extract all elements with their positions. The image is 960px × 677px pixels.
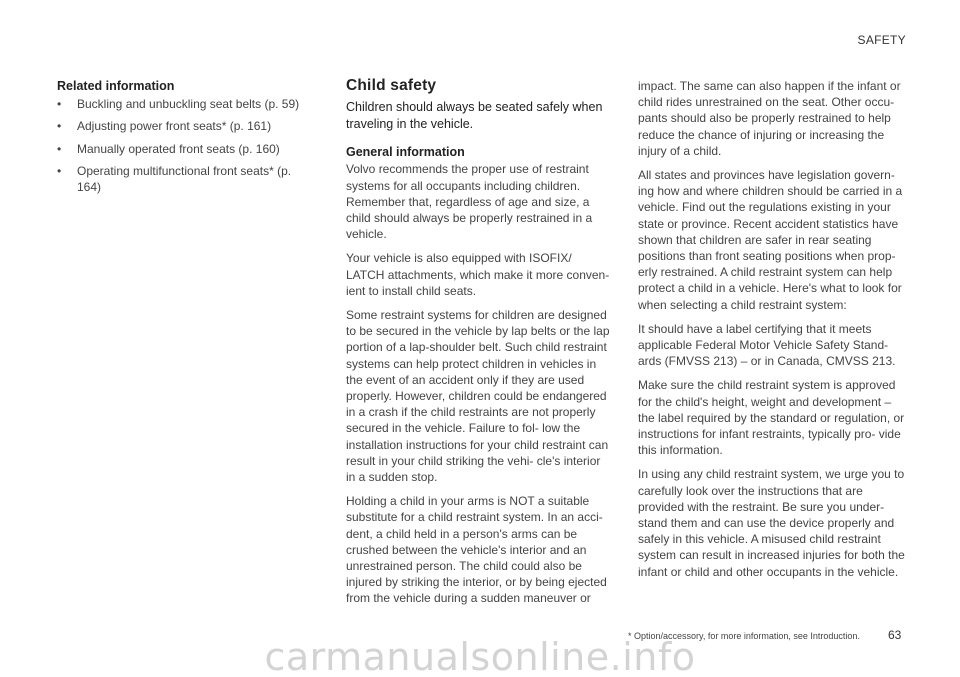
body-paragraph: Make sure the child restraint system is approved for the child's height, weight and development – the label required by the standard or regulation, or instructions for infant restraints, typically pro- vide this information. bbox=[638, 378, 905, 458]
related-link-item[interactable] bbox=[57, 118, 307, 134]
watermark: carmanualsonline.info bbox=[264, 637, 696, 677]
subheading-general-information: General information bbox=[346, 145, 465, 160]
related-information-title: Related information bbox=[57, 79, 175, 93]
bullet-icon: • bbox=[57, 97, 62, 112]
body-paragraph: All states and provinces have legislation govern- ing how and where children should be carried in a vehicle. Find out the regulations existing in your state or province. Recent accident statistics have shown that children are safer in rear seating positions than front seating positions when prop- erly restrained. A child restraint system can help protect a child in a vehicle. Here's what to look for when selecting a child restraint system: bbox=[638, 168, 903, 312]
body-paragraph: Your vehicle is also equipped with ISOFIX/ LATCH attachments, which make it more conven- ient to install child seats. bbox=[346, 251, 610, 298]
lead-paragraph: Children should always be seated safely when traveling in the vehicle. bbox=[346, 100, 603, 131]
related-link-text[interactable]: Operating multifunctional front seats* (p. 164) bbox=[77, 163, 292, 195]
related-link-item[interactable] bbox=[57, 163, 307, 195]
related-link-text[interactable]: Buckling and unbuckling seat belts (p. 59) bbox=[77, 97, 300, 112]
continued-column bbox=[638, 78, 906, 588]
body-paragraph: impact. The same can also happen if the infant or child rides unrestrained on the seat. Other occu- pants should also be properly restrained to help reduce the chance of injuring or increasing the injury of a child. bbox=[638, 79, 901, 158]
section-title: Child safety bbox=[346, 77, 437, 94]
bullet-icon: • bbox=[57, 163, 62, 178]
page-number: 63 bbox=[888, 628, 902, 642]
related-link-item[interactable] bbox=[57, 96, 307, 112]
body-paragraph: Holding a child in your arms is NOT a suitable substitute for a child restraint system. In an acci- dent, a child held in a person's arms can be crushed between the vehicle's interior and an unrestrained person. The child could also be injured by striking the interior, or by being ejected from the vehicle during a sudden maneuver or bbox=[346, 494, 607, 606]
section-header: SAFETY bbox=[857, 33, 906, 47]
related-links-list bbox=[57, 96, 307, 195]
related-link-text[interactable]: Adjusting power front seats* (p. 161) bbox=[77, 119, 272, 134]
bullet-icon: • bbox=[57, 119, 62, 134]
body-paragraph: It should have a label certifying that it meets applicable Federal Motor Vehicle Safety Stand- ards (FMVSS 213) – or in Canada, CMVSS 213. bbox=[638, 321, 896, 369]
body-paragraph: In using any child restraint system, we urge you to carefully look over the instructions that are provided with the restraint. Be sure you under- stand them and can use the device properly and safely in this vehicle. A misused child restraint system can result in increased injuries for both the infant or child and other occupants in the vehicle. bbox=[638, 467, 905, 579]
related-information-column bbox=[57, 78, 307, 201]
bullet-icon: • bbox=[57, 141, 62, 156]
footnote: * Option/accessory, for more information, see Introduction. bbox=[628, 631, 860, 641]
body-paragraph: Some restraint systems for children are designed to be secured in the vehicle by lap belts or the lap portion of a lap-shoulder belt. Such child restraint systems can help protect children in vehicles in the event of an accident only if they are used properly. However, children could be endangered in a crash if the child restraints are not properly secured in the vehicle. Failure to fol- low the installation instructions for your child restraint can result in your child striking the vehi- cle's interior in a sudden stop. bbox=[346, 308, 610, 485]
child-safety-column bbox=[346, 78, 610, 615]
related-link-text[interactable]: Manually operated front seats (p. 160) bbox=[77, 141, 280, 156]
body-paragraph: Volvo recommends the proper use of restraint systems for all occupants including children. Remember that, regardless of age and size, a child should always be properly restrained in a vehicle. bbox=[346, 162, 593, 242]
related-link-item[interactable] bbox=[57, 141, 307, 157]
